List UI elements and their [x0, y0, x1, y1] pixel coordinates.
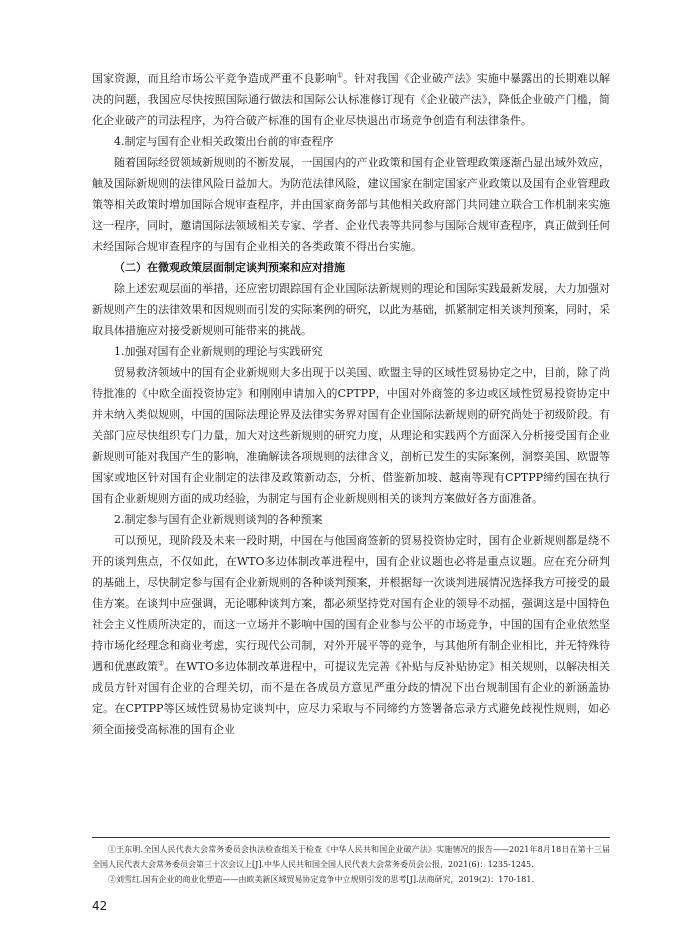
- footnotes: [92, 842, 610, 887]
- paragraph: 随着国际经贸领域新规则的不断发展，一国国内的产业政策和国有企业管理政策逐渐凸显出域外效应，触及国际新规则的法律风险日益加大。为防范法律风险，建议国家在制定国家产业政策以及国有企业管理政策等相关政策时增加国际合规审查程序，并由国家商务部与其他相关政府部门共同建立联合工作机制来实施这一程序，同时，邀请国际法领域相关专家、学者、企业代表等共同参与国际合规审查程序，真正做到任何未经国际合规审查程序的与国有企业相关的各类政策不得出台实施。: [92, 156, 610, 253]
- subheading: 1.加强对国有企业新规则的理论与实践研究: [114, 345, 323, 358]
- footnote-ref[interactable]: ②: [158, 659, 165, 668]
- footnote: ①王东明.全国人民代表大会常务委员会执法检查组关于检查《中华人民共和国企业破产法》实施情况的报告——2021年8月18日在第十三届全国人民代表大会常务委员会第三十次会议上[J].中华人民共和国全国人民代表大会常务委员会公报，2021(6)：1235-1245.: [92, 845, 610, 869]
- subheading: 2.制定参与国有企业新规则谈判的各种预案: [114, 513, 323, 526]
- footnote-ref[interactable]: ①: [336, 71, 344, 80]
- page-number: 42: [92, 899, 108, 913]
- paragraph-text: 。在WTO多边体制改革进程中，可提议先完善《补贴与反补贴协定》相关规则，以解决相关成员方针对国有企业的合理关切，而不是在各成员方意见严重分歧的情况下出台规制国有企业的新涵盖协定。在CPTPP等区域性贸易协定谈判中，应尽力采取与不同缔约方签署备忘录方式避免歧视性规则，如必须全面接受高标准的国有企业: [92, 660, 610, 736]
- paragraph-text: 国家资源，而且给市场公平竞争造成严重不良影响: [92, 72, 337, 85]
- footnote-divider: [92, 837, 610, 838]
- footnote: ②刘雪红.国有企业的商业化塑造——由欧美新区域贸易协定竞争中立规则引发的思考[J].法商研究，2019(2)：170-181.: [108, 875, 535, 884]
- subheading: 4.制定与国有企业相关政策出台前的审查程序: [114, 135, 334, 148]
- paragraph-text: 。针对我国《企业破产法》实施中暴露出的长期难以解决的问题，我国应尽快按照国际通行做法和国际公认标准修订现有《企业破产法》，降低企业破产门槛，简化企业破产的司法程序，为符合破产标准的国有企业尽快退出市场竞争创造有利法律条件。: [92, 72, 610, 127]
- paragraph: 贸易救济领域中的国有企业新规则大多出现于以美国、欧盟主导的区域性贸易协定之中，目前，除了尚待批准的《中欧全面投资协定》和刚刚申请加入的CPTPP，中国对外商签的多边或区域性贸易投资协定中并未纳入类似规则，中国的国际法理论界及法律实务界对国有企业国际法新规则的研究尚处于初级阶段。有关部门应尽快组织专门力量，加大对这些新规则的研究力度，从理论和实践两个方面深入分析接受国有企业新规则可能对我国产生的影响，准确解读各项规则的法律含义，剖析已发生的实际案例，洞察美国、欧盟等国家或地区针对国有企业制定的法律及政策新动态，分析、借鉴新加坡、越南等现有CPTPP缔约国在执行国有企业新规则方面的成功经验，为制定与国有企业新规则相关的谈判方案做好各方面准备。: [92, 366, 610, 505]
- paragraph: [92, 68, 610, 131]
- article-body: [92, 68, 610, 740]
- section-heading: （二）在微观政策层面制定谈判预案和应对措施: [114, 261, 345, 274]
- paragraph: [92, 530, 610, 740]
- paragraph: 除上述宏观层面的举措，还应密切跟踪国有企业国际法新规则的理论和国际实践最新发展，大力加强对新规则产生的法律效果和因规则而引发的实际案例的研究，以此为基础，抓紧制定相关谈判预案，同时，采取具体措施应对接受新规则可能带来的挑战。: [92, 282, 610, 337]
- paragraph-text: 可以预见，现阶段及未来一段时期，中国在与他国商签新的贸易投资协定时，国有企业新规则都是绕不开的谈判焦点，不仅如此，在WTO多边体制改革进程中，国有企业议题也必将是重点议题。应在充分研判的基础上，尽快制定参与国有企业新规则的各种谈判预案，并根据每一次谈判进展情况选择我方可接受的最佳方案。在谈判中应强调，无论哪种谈判方案，都必须坚持党对国有企业的领导不动摇，强调这是中国特色社会主义性质所决定的，而这一立场并不影响中国的国有企业参与公平的市场竞争，中国的国有企业依然坚持市场化经理念和商业考虑，实行现代公司制，对外开展平等的竞争，与其他所有制企业相比，并无特殊待遇和优惠政策: [92, 534, 610, 673]
